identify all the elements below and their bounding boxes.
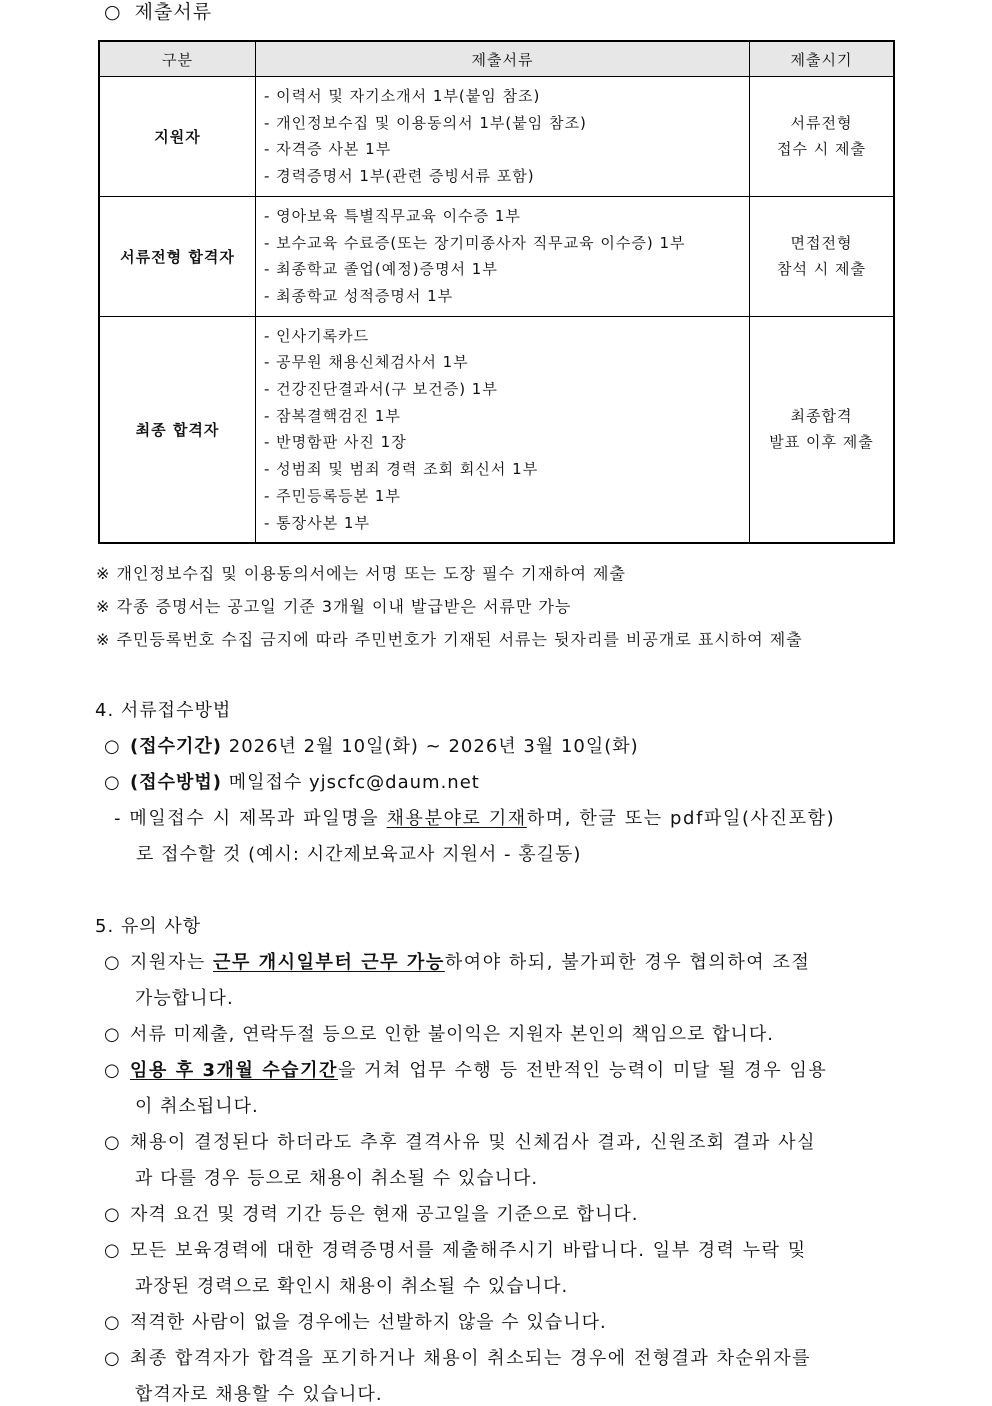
circle-bullet: ○ <box>104 736 121 757</box>
circle-bullet: ○ <box>104 1024 121 1045</box>
list-item: - 최종학교 성적증명서 1부 <box>264 286 454 305</box>
notice-text: 을 거쳐 업무 수행 등 전반적인 능력이 미달 될 경우 임용 <box>337 1060 828 1081</box>
submit-docs-title: 제출서류 <box>134 1 213 23</box>
submit-docs-heading <box>104 0 212 24</box>
notice-text: 자격 요건 및 경력 기간 등은 현재 공고일을 기준으로 합니다. <box>130 1204 639 1225</box>
timing-line: 서류전형 <box>790 113 853 132</box>
category-final-pass: 최종 합격자 <box>99 316 256 543</box>
category-applicant: 지원자 <box>99 77 256 197</box>
notice-item-1-line2: 가능합니다. <box>135 988 234 1009</box>
notice-item-2 <box>104 1020 774 1046</box>
category-doc-pass: 서류전형 합격자 <box>99 196 256 316</box>
period-value: 2026년 2월 10일(화) ~ 2026년 3월 10일(화) <box>222 736 639 757</box>
detail-underlined: 채용분야로 기재 <box>386 808 527 829</box>
timing-line: 발표 이후 제출 <box>769 433 874 452</box>
timing-applicant <box>750 77 895 197</box>
notice-text: 채용이 결정된다 하더라도 추후 결격사유 및 신체검사 결과, 신원조회 결과 사실 <box>130 1132 817 1153</box>
notice-item-5 <box>104 1200 639 1226</box>
list-item: - 건강진단결과서(구 보건증) 1부 <box>264 380 498 399</box>
list-item: - 통장사본 1부 <box>264 513 370 532</box>
table-row-final-pass <box>99 316 894 543</box>
circle-bullet: ○ <box>104 1204 121 1225</box>
notice-item-8 <box>104 1344 811 1370</box>
notice-text: 적격한 사람이 없을 경우에는 선발하지 않을 수 있습니다. <box>130 1312 607 1333</box>
list-item: - 개인정보수집 및 이용동의서 1부(붙임 참조) <box>264 113 587 132</box>
note-resident-number: ※ 주민등록번호 수집 금지에 따라 주민번호가 기재된 서류는 뒷자리를 비공개로 표시하여 제출 <box>96 630 803 649</box>
notice-text: 지원자는 <box>130 952 214 973</box>
notice-item-6-line2: 과장된 경력으로 확인시 채용이 취소될 수 있습니다. <box>135 1276 569 1297</box>
notice-item-8-line2: 합격자로 채용할 수 있습니다. <box>135 1384 383 1405</box>
notice-text: 모든 보육경력에 대한 경력증명서를 제출해주시기 바랍니다. 일부 경력 누락 및 <box>130 1240 807 1261</box>
list-item: - 보수교육 수료증(또는 장기미종사자 직무교육 이수증) 1부 <box>264 233 686 252</box>
timing-doc-pass <box>750 196 895 316</box>
timing-final-pass <box>750 316 895 543</box>
circle-bullet: ○ <box>104 1240 122 1261</box>
detail-text: - 메일접수 시 제목과 파일명을 <box>114 808 387 829</box>
circle-bullet: ○ <box>104 1132 122 1153</box>
circle-bullet: ○ <box>104 1 122 23</box>
circle-bullet: ○ <box>104 1060 122 1081</box>
section4-detail-line2: 로 접수할 것 (예시: 시간제보육교사 지원서 - 홍길동) <box>136 844 582 865</box>
circle-bullet: ○ <box>104 772 121 793</box>
items-applicant <box>256 77 750 197</box>
notice-text: 하여야 하되, 불가피한 경우 협의하여 조절 <box>444 952 811 973</box>
timing-line: 최종합격 <box>790 406 853 425</box>
table-row-applicant <box>99 77 894 197</box>
list-item: - 인사기록카드 <box>264 326 370 345</box>
timing-line: 접수 시 제출 <box>777 140 866 159</box>
circle-bullet: ○ <box>104 1312 121 1333</box>
method-value: 메일접수 yjscfc@daum.net <box>222 772 480 793</box>
header-category: 구분 <box>99 41 256 77</box>
notice-underlined: 근무 개시일부터 근무 가능 <box>213 952 445 973</box>
timing-line: 면접전형 <box>790 233 853 252</box>
items-final-pass <box>256 316 750 543</box>
list-item: - 자격증 사본 1부 <box>264 140 392 159</box>
list-item: - 공무원 채용신체검사서 1부 <box>264 353 469 372</box>
list-item: - 성범죄 및 범죄 경력 조회 회신서 1부 <box>264 460 539 479</box>
notice-item-4 <box>104 1128 816 1154</box>
header-timing: 제출시기 <box>750 41 895 77</box>
note-signature: ※ 개인정보수집 및 이용동의서에는 서명 또는 도장 필수 기재하여 제출 <box>96 564 626 583</box>
notice-underlined: 임용 후 3개월 수습기간 <box>130 1060 338 1081</box>
section4-title: 4. 서류접수방법 <box>95 700 232 721</box>
documents-table <box>98 40 895 544</box>
notice-item-3-line2: 이 취소됩니다. <box>135 1096 259 1117</box>
circle-bullet: ○ <box>104 952 122 973</box>
header-documents: 제출서류 <box>256 41 750 77</box>
list-item: - 이력서 및 자기소개서 1부(붙임 참조) <box>264 87 541 105</box>
list-item: - 최종학교 졸업(예정)증명서 1부 <box>264 260 498 279</box>
notice-item-6 <box>104 1236 807 1262</box>
table-header-row <box>99 41 894 77</box>
timing-line: 참석 시 제출 <box>777 260 866 279</box>
detail-text-post: 하며, 한글 또는 pdf파일(사진포함) <box>526 808 836 829</box>
list-item: - 반명함판 사진 1장 <box>264 433 407 452</box>
section5-title: 5. 유의 사항 <box>95 916 202 937</box>
note-certificates: ※ 각종 증명서는 공고일 기준 3개월 이내 발급받은 서류만 가능 <box>96 597 572 616</box>
notice-item-1 <box>104 948 810 974</box>
circle-bullet: ○ <box>104 1348 122 1369</box>
notice-text: 서류 미제출, 연락두절 등으로 인한 불이익은 지원자 본인의 책임으로 합니다. <box>130 1024 774 1045</box>
notice-item-4-line2: 과 다를 경우 등으로 채용이 취소될 수 있습니다. <box>135 1168 539 1189</box>
notice-item-3 <box>104 1056 827 1082</box>
period-label: (접수기간) <box>130 736 223 757</box>
list-item: - 잠복결핵검진 1부 <box>264 406 401 425</box>
notice-item-7 <box>104 1308 607 1334</box>
notice-text: 최종 합격자가 합격을 포기하거나 채용이 취소되는 경우에 전형결과 차순위자를 <box>130 1348 812 1369</box>
section4-method <box>104 768 480 794</box>
section4-detail <box>114 804 898 830</box>
list-item: - 주민등록등본 1부 <box>264 486 401 505</box>
items-doc-pass <box>256 196 750 316</box>
section4-period <box>104 732 639 758</box>
list-item: - 경력증명서 1부(관련 증빙서류 포함) <box>264 167 535 186</box>
list-item: - 영아보육 특별직무교육 이수증 1부 <box>264 206 521 225</box>
table-row-doc-pass <box>99 196 894 316</box>
method-label: (접수방법) <box>130 772 223 793</box>
